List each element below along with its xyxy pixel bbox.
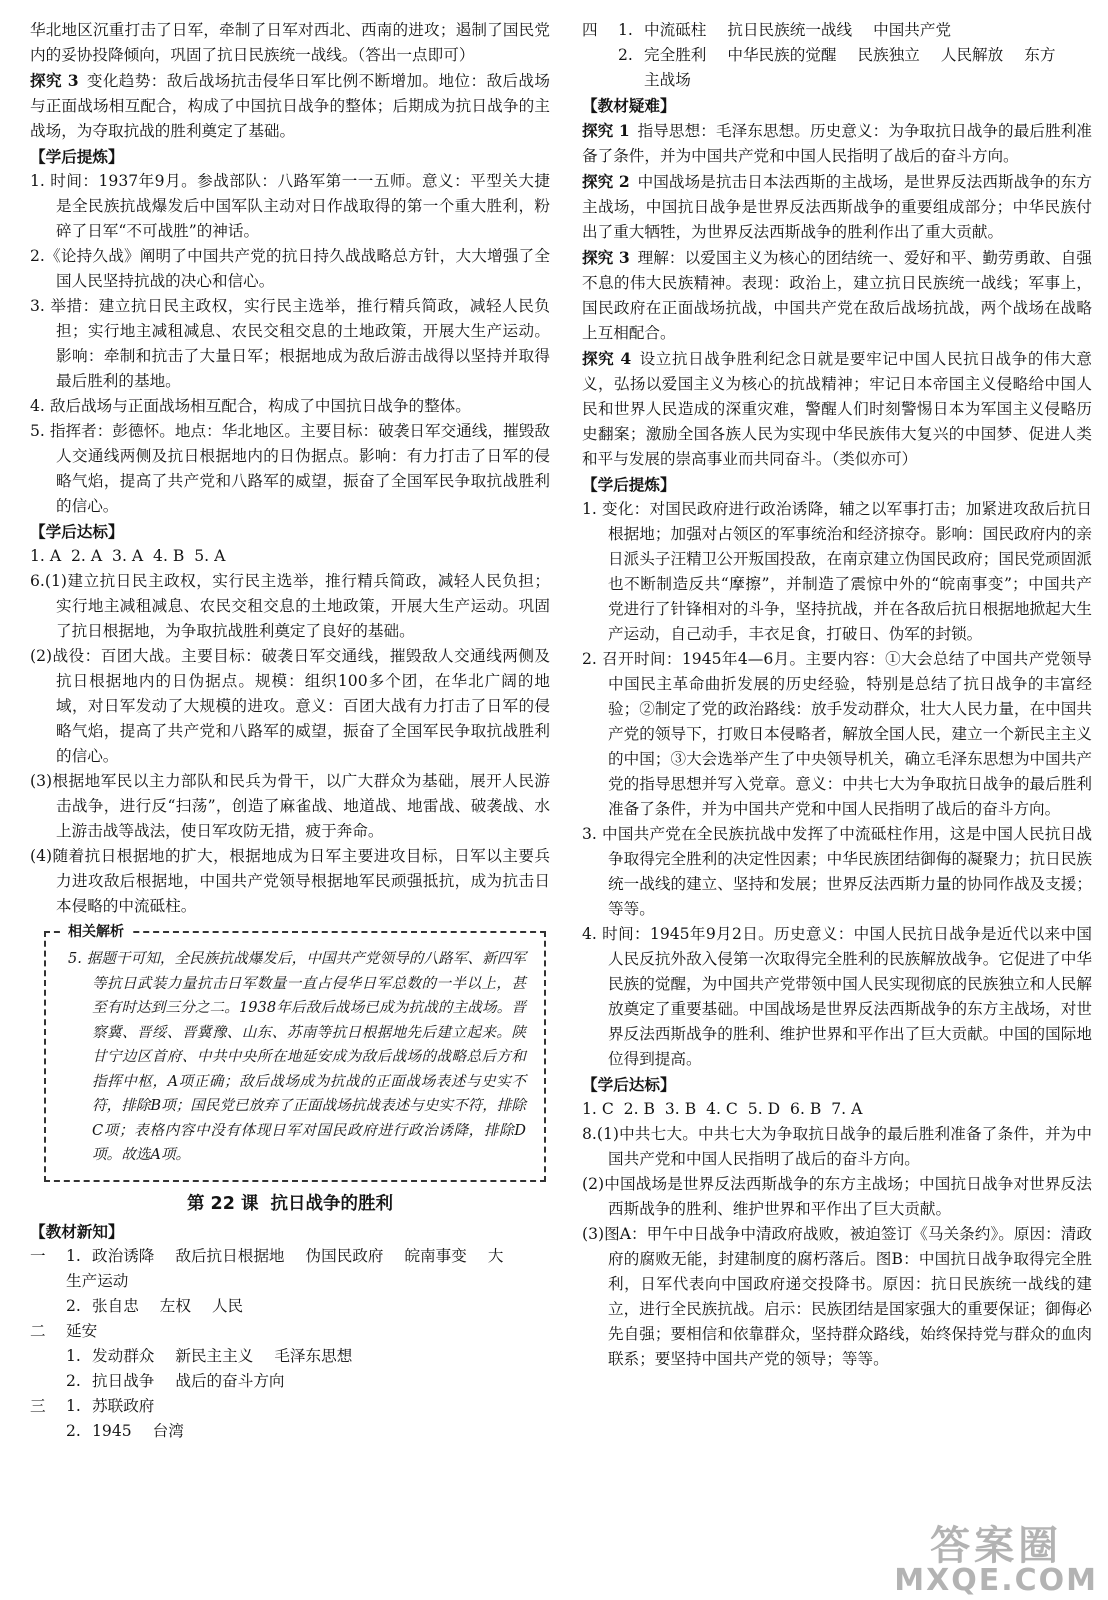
term: 中国共产党 bbox=[873, 21, 952, 39]
explore-paragraph bbox=[582, 245, 1092, 346]
item-number: 1. bbox=[66, 1396, 81, 1415]
section-header: 【学后达标】 bbox=[582, 1075, 676, 1094]
term: 人民解放 bbox=[940, 46, 1004, 64]
list-item bbox=[30, 1419, 550, 1444]
analysis-box bbox=[44, 924, 546, 1182]
explore-label: 探究 1 bbox=[582, 121, 630, 140]
term: 毛泽东思想 bbox=[274, 1346, 353, 1365]
term: 民族独立 bbox=[857, 46, 920, 64]
list-item: 6.(1)建立抗日民主政权，实行民主选举，推行精兵简政，减轻人民负担；实行地主减租减息、农民交租交息的土地政策，开展大生产运动。巩固了抗日根据地，为争取抗战胜利奠定了良好的基础。 bbox=[30, 572, 550, 640]
watermark-text: 答案圈 bbox=[930, 1523, 1063, 1569]
list-item: 4. 敌后战场与正面战场相互配合，构成了中国抗日战争的整体。 bbox=[30, 397, 471, 415]
explore-text: 设立抗日战争胜利纪念日就是要牢记中国人民抗日战争的伟大意义，弘扬以爱国主义为核心的抗战精神；牢记日本帝国主义侵略给中国人民和世界人民造成的深重灾难，警醒人们时刻警惕日本为军国主义侵略历史翻案；激励全国各族人民为实现中华民族伟大复兴的中国梦、促进人类和平与发展的崇高事业而共同奋斗。（类似亦可） bbox=[582, 350, 1092, 468]
term: 1945 bbox=[92, 1421, 132, 1440]
right-column bbox=[582, 18, 1092, 1372]
explore-paragraph bbox=[582, 346, 1092, 472]
watermark-domain: MXQE.COM bbox=[894, 1563, 1098, 1598]
section-number: 二 bbox=[30, 1321, 46, 1340]
section-header: 【教材新知】 bbox=[30, 1221, 124, 1241]
term: 中流砥柱 bbox=[644, 21, 707, 39]
explore-label: 探究 3 bbox=[582, 248, 630, 267]
list-item bbox=[30, 1394, 550, 1419]
list-item bbox=[30, 1319, 550, 1344]
list-item bbox=[30, 1344, 550, 1369]
list-item: (4)随着抗日根据地的扩大，根据地成为日军主要进攻目标，日军以主要兵力进攻敌后根据地，中国共产党领导根据地军民顽强抵抗，成为抗击日本侵略的中流砥柱。 bbox=[30, 847, 550, 915]
section-number: 三 bbox=[30, 1396, 46, 1415]
section-number: 四 bbox=[582, 21, 598, 39]
list-item: 8.(1)中共七大。中共七大为争取抗日战争的最后胜利准备了条件，并为中国共产党和中国人民指明了战后的奋斗方向。 bbox=[582, 1125, 1092, 1168]
explore-text: 变化趋势：敌后战场抗击侵华日军比例不断增加。地位：敌后战场与正面战场相互配合，构成了中国抗日战争的整体；后期成为抗日战争的主战场，为夺取抗战的胜利奠定了基础。 bbox=[30, 72, 550, 140]
explore-paragraph bbox=[582, 169, 1092, 245]
section-header: 【学后提炼】 bbox=[30, 147, 124, 166]
item-number: 2. bbox=[618, 46, 633, 64]
term: 抗日战争 bbox=[92, 1371, 155, 1390]
list-item: 1. 变化：对国民政府进行政治诱降，辅之以军事打击；加紧进攻敌后抗日根据地；加强对占领区的军事统治和经济掠夺。影响：国民政府内的亲日派头子汪精卫公开叛国投敌，在南京建立伪国民政府；国民党顽固派也不断制造反共“摩擦”，并制造了震惊中外的“皖南事变”；中国共产党进行了针锋相对的斗争，坚持抗战，并在各敌后抗日根据地掀起大生产运动，自己动手，丰衣足食，打破日、伪军的封锁。 bbox=[582, 500, 1092, 643]
list-item bbox=[30, 1369, 550, 1394]
term: 新民主主义 bbox=[175, 1346, 254, 1365]
term: 人民 bbox=[211, 1296, 244, 1315]
term: 大 bbox=[487, 1246, 504, 1265]
section-header: 【学后达标】 bbox=[30, 522, 124, 541]
list-item: 5. 指挥者：彭德怀。地点：华北地区。主要目标：破袭日军交通线，摧毁敌人交通线两侧及抗日根据地内的日伪据点。影响：有力打击了日军的侵略气焰，提高了共产党和八路军的威望，振奋了全国军民争取抗战胜利的信心。 bbox=[30, 422, 550, 515]
watermark-logo bbox=[894, 1523, 1098, 1598]
explore-label: 探究 2 bbox=[582, 172, 630, 191]
term: 苏联政府 bbox=[92, 1396, 155, 1415]
analysis-tag: 相关解析 bbox=[60, 920, 132, 945]
explore-label: 探究 3 bbox=[30, 71, 79, 90]
explore-text: 指导思想：毛泽东思想。历史意义：为争取抗日战争的最后胜利准备了条件，并为中国共产党和中国人民指明了战后的奋斗方向。 bbox=[582, 122, 1092, 165]
term: 台湾 bbox=[152, 1421, 184, 1440]
explore-3-paragraph bbox=[30, 68, 550, 144]
explore-label: 探究 4 bbox=[582, 349, 632, 368]
analysis-text: 5. 据题干可知，全民族抗战爆发后，中国共产党领导的八路军、新四军等抗日武装力量抗击日军数量一直占侵华日军总数的一半以上，甚至有时达到三分之二。1938年后敌后战场已成为抗战的主战场。晋察冀、晋绥、晋冀豫、山东、苏南等抗日根据地先后建立起来。陕甘宁边区首府、中共中央所在地延安成为敌后战场的战略总后方和指挥中枢，A项正确；敌后战场成为抗战的正面战场表述与史实不符，排除B项；国民党已放弃了正面战场抗战表述与史实不符，排除C项；表格内容中没有体现日军对国民政府进行政治诱降，排除D项。故选A项。 bbox=[68, 950, 526, 1163]
list-item: 3. 举措：建立抗日民主政权，实行民主选举，推行精兵简政，减轻人民负担；实行地主减租减息、农民交租交息的土地政策，开展大生产运动。影响：牵制和抗击了大量日军；根据地成为敌后游击战得以坚持并取得最后胜利的基地。 bbox=[30, 297, 550, 390]
term: 左权 bbox=[159, 1296, 191, 1315]
intro-paragraph: 华北地区沉重打击了日军，牵制了日军对西北、西南的进攻；遏制了国民党内的妥协投降倾向，巩固了抗日民族统一战线。（答出一点即可） bbox=[30, 21, 550, 64]
term: 延安 bbox=[66, 1321, 98, 1340]
mc-answers: 1. C 2. B 3. B 4. C 5. D 6. B 7. A bbox=[582, 1100, 863, 1118]
mc-answers: 1. A 2. A 3. A 4. B 5. A bbox=[30, 547, 226, 565]
item-number: 2. bbox=[66, 1371, 81, 1390]
term: 东方 bbox=[1024, 46, 1056, 64]
item-number: 1. bbox=[66, 1346, 81, 1365]
left-column bbox=[30, 18, 550, 1444]
list-item: (2)中国战场是世界反法西斯战争的东方主战场；中国抗日战争对世界反法西斯战争的胜利、维护世界和平作出了巨大贡献。 bbox=[582, 1175, 1092, 1218]
item-number: 2. bbox=[66, 1296, 81, 1315]
term: 皖南事变 bbox=[404, 1246, 467, 1265]
list-item: 1. 时间：1937年9月。参战部队：八路军第一一五师。意义：平型关大捷是全民族抗战爆发后中国军队主动对日作战取得的第一个重大胜利，粉碎了日军“不可战胜”的神话。 bbox=[30, 172, 550, 240]
list-item: 4. 时间：1945年9月2日。历史意义：中国人民抗日战争是近代以来中国人民反抗外敌入侵第一次取得完全胜利的民族解放战争。它促进了中华民族的觉醒，为中国共产党带领中国人民实现彻底的民族独立和人民解放奠定了重要基础。中国战场是世界反法西斯战争的东方主战场，对世界反法西斯战争的胜利、维护世界和平作出了巨大贡献。中国的国际地位得到提高。 bbox=[582, 925, 1092, 1068]
list-item bbox=[30, 1294, 550, 1319]
list-item bbox=[30, 1244, 550, 1269]
term: 张自忠 bbox=[92, 1296, 139, 1315]
section-header: 【教材疑难】 bbox=[582, 96, 676, 115]
term: 政治诱降 bbox=[92, 1246, 155, 1265]
lesson-title bbox=[30, 1192, 550, 1217]
section-header: 【学后提炼】 bbox=[582, 475, 676, 494]
list-item: (2)战役：百团大战。主要目标：破袭日军交通线，摧毁敌人交通线两侧及抗日根据地内的日伪据点。规模：组织100多个团，在华北广阔的地域，对日军发动了大规模的进攻。意义：百团大战有力打击了日军的侵略气焰，提高了共产党和八路军的威望，振奋了全国军民争取抗战胜利的信心。 bbox=[30, 647, 550, 765]
list-item: 2. 召开时间：1945年4—6月。主要内容：①大会总结了中国共产党领导中国民主革命曲折发展的历史经验，特别是总结了抗日战争的丰富经验；②制定了党的政治路线：放手发动群众，壮大人民力量，在中国共产党的领导下，打败日本侵略者，解放全国人民，建立一个新民主主义的中国；③大会选举产生了中央领导机关，确立毛泽东思想为中国共产党的指导思想并写入党章。意义：中共七大为争取抗日战争的最后胜利准备了条件，并为中国共产党和中国人民指明了战后的奋斗方向。 bbox=[582, 650, 1092, 818]
list-item: (3)图A：甲午中日战争中清政府战败，被迫签订《马关条约》。原因：清政府的腐败无能，封建制度的腐朽落后。图B：中国抗日战争取得完全胜利，日军代表向中国政府递交投降书。原因：抗日民族统一战线的建立，进行全民族抗战。启示：民族团结是国家强大的重要保证；御侮必先自强；要相信和依靠群众，坚持群众路线，始终保持党与群众的血肉联系；要坚持中国共产党的领导；等等。 bbox=[582, 1225, 1092, 1368]
term: 发动群众 bbox=[92, 1346, 155, 1365]
term-continuation: 主战场 bbox=[644, 71, 691, 89]
item-number: 1. bbox=[618, 21, 633, 39]
list-item bbox=[582, 18, 1092, 43]
term: 抗日民族统一战线 bbox=[727, 21, 853, 39]
list-item: 2.《论持久战》阐明了中国共产党的抗日持久战战略总方针，大大增强了全国人民坚持抗战的决心和信心。 bbox=[30, 247, 550, 290]
lesson-name: 抗日战争的胜利 bbox=[270, 1193, 394, 1214]
explore-text: 理解：以爱国主义为核心的团结统一、爱好和平、勤劳勇敢、自强不息的伟大民族精神。表现：政治上，建立抗日民族统一战线；军事上，国民政府在正面战场抗战，中国共产党在敌后战场抗战，两个战场在战略上互相配合。 bbox=[582, 249, 1092, 342]
item-number: 2. bbox=[66, 1421, 81, 1440]
term: 完全胜利 bbox=[644, 46, 707, 64]
explore-text: 中国战场是抗击日本法西斯的主战场，是世界反法西斯战争的东方主战场，中国抗日战争是世界反法西斯战争的重要组成部分；中华民族付出了重大牺牲，为世界反法西斯战争的胜利作出了重大贡献。 bbox=[582, 173, 1092, 241]
term-continuation: 生产运动 bbox=[66, 1271, 129, 1290]
list-item: 3. 中国共产党在全民族抗战中发挥了中流砥柱作用，这是中国人民抗日战争取得完全胜利的决定性因素；中华民族团结御侮的凝聚力；抗日民族统一战线的建立、坚持和发展；世界反法西斯力量的协同作战及支援；等等。 bbox=[582, 825, 1092, 918]
explore-paragraph bbox=[582, 118, 1092, 169]
term: 敌后抗日根据地 bbox=[175, 1246, 285, 1265]
item-number: 1. bbox=[66, 1246, 81, 1265]
section-number: 一 bbox=[30, 1246, 46, 1265]
term: 战后的奋斗方向 bbox=[175, 1371, 285, 1390]
term: 中华民族的觉醒 bbox=[727, 46, 837, 64]
lesson-number: 第 22 课 bbox=[186, 1193, 259, 1214]
term: 伪国民政府 bbox=[305, 1246, 384, 1265]
list-item bbox=[582, 43, 1092, 68]
list-item: (3)根据地军民以主力部队和民兵为骨干，以广大群众为基础，展开人民游击战争，进行反“扫荡”，创造了麻雀战、地道战、地雷战、破袭战、水上游击战等战法，使日军攻防无措，疲于奔命。 bbox=[30, 772, 550, 840]
